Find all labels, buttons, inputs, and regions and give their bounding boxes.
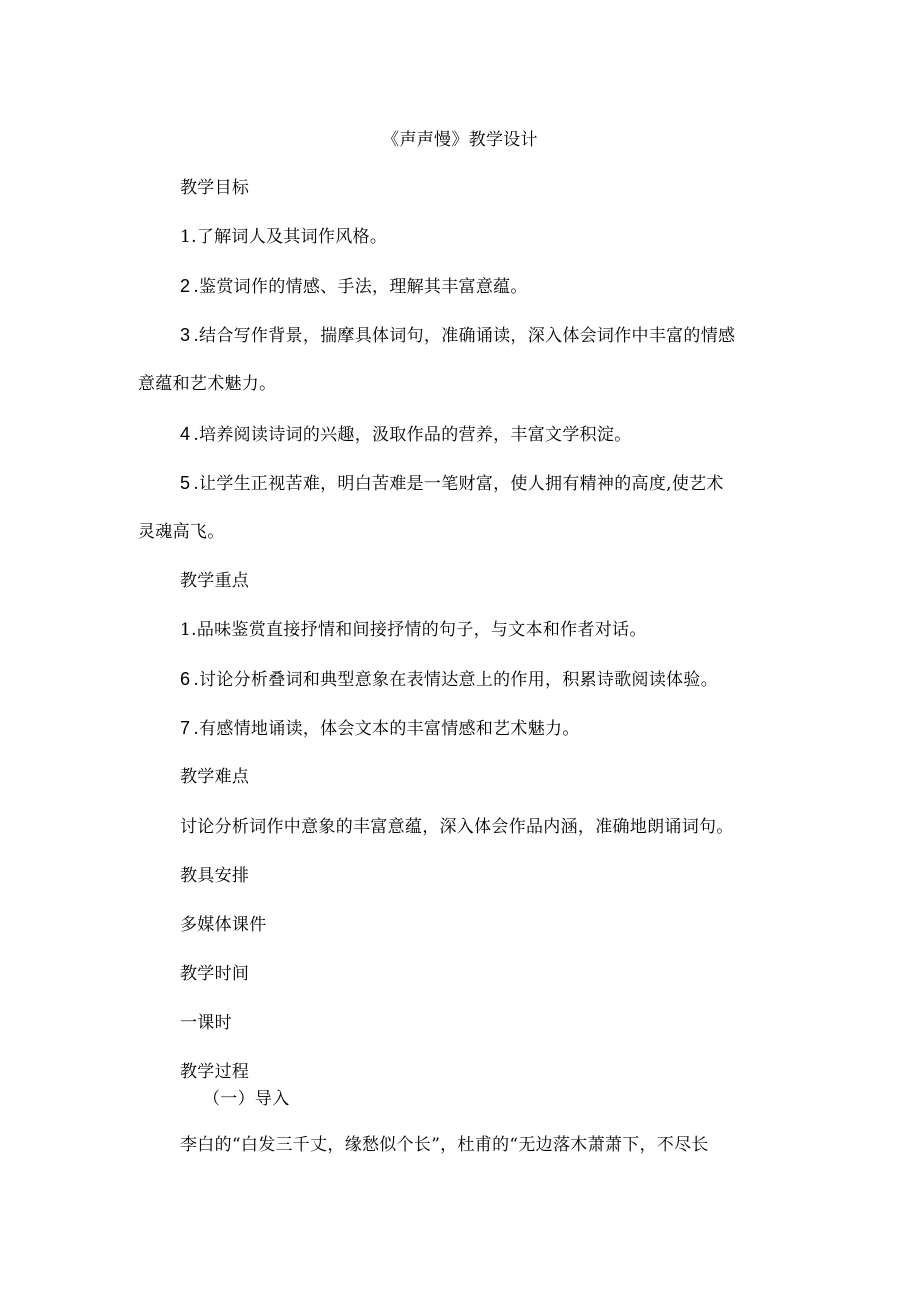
difficulties-text: 讨论分析词作中意象的丰富意蕴，深入体会作品内涵，准确地朗诵词句。 (180, 817, 734, 837)
process-heading: 教学过程 (180, 1062, 250, 1082)
item-text: .有感情地诵读，体会文本的丰富情感和艺术魅力。 (193, 719, 580, 739)
item-number: 4 (180, 424, 191, 444)
item-text: .让学生正视苦难，明白苦难是一笔财富，使人拥有精神的高度,使艺术 (193, 474, 724, 494)
document-title: 《声声慢》教学设计 (382, 130, 538, 150)
item-number: 6 (180, 669, 191, 689)
key-point-item-1 (180, 618, 647, 642)
objective-item-1 (180, 225, 387, 249)
objectives-heading: 教学目标 (180, 178, 250, 198)
item-text: .讨论分析叠词和典型意象在表情达意上的作用，积累诗歌阅读体验。 (193, 670, 719, 690)
tools-heading: 教具安排 (180, 866, 250, 886)
difficulties-heading: 教学难点 (180, 767, 250, 787)
item-text: 品味鉴赏直接抒情和间接抒情的句子，与文本和作者对话。 (196, 620, 647, 640)
process-intro-text: 李白的“白发三千丈，缘愁似个长”，杜甫的“无边落木萧萧下，不尽长 (180, 1135, 709, 1155)
tools-text: 多媒体课件 (180, 915, 267, 935)
item-text: .结合写作背景，揣摩具体词句，准确诵读，深入体会词作中丰富的情感 (193, 326, 736, 346)
item-number: 2 (180, 276, 191, 296)
objective-item-3 (180, 323, 735, 348)
item-number: 1. (180, 227, 197, 247)
objective-item-5-continuation: 灵魂高飞。 (138, 522, 225, 542)
objective-item-4 (180, 422, 632, 447)
objective-item-2 (180, 274, 528, 299)
item-text: .培养阅读诗词的兴趣，汲取作品的营养，丰富文学积淀。 (193, 425, 632, 445)
key-point-item-2 (180, 667, 718, 692)
key-point-item-3 (180, 716, 580, 741)
item-text: 了解词人及其词作风格。 (196, 227, 388, 247)
item-number: 1. (180, 620, 197, 640)
item-text: .鉴赏词作的情感、手法，理解其丰富意蕴。 (193, 277, 528, 297)
item-number: 3 (180, 325, 191, 345)
item-number: 5 (180, 473, 191, 493)
item-number: 7 (180, 718, 191, 738)
process-sub-heading: （一）导入 (203, 1089, 290, 1109)
time-heading: 教学时间 (180, 964, 250, 984)
objective-item-5 (180, 471, 724, 496)
time-text: 一课时 (180, 1013, 232, 1033)
objective-item-3-continuation: 意蕴和艺术魅力。 (138, 374, 277, 394)
key-points-heading: 教学重点 (180, 571, 250, 591)
